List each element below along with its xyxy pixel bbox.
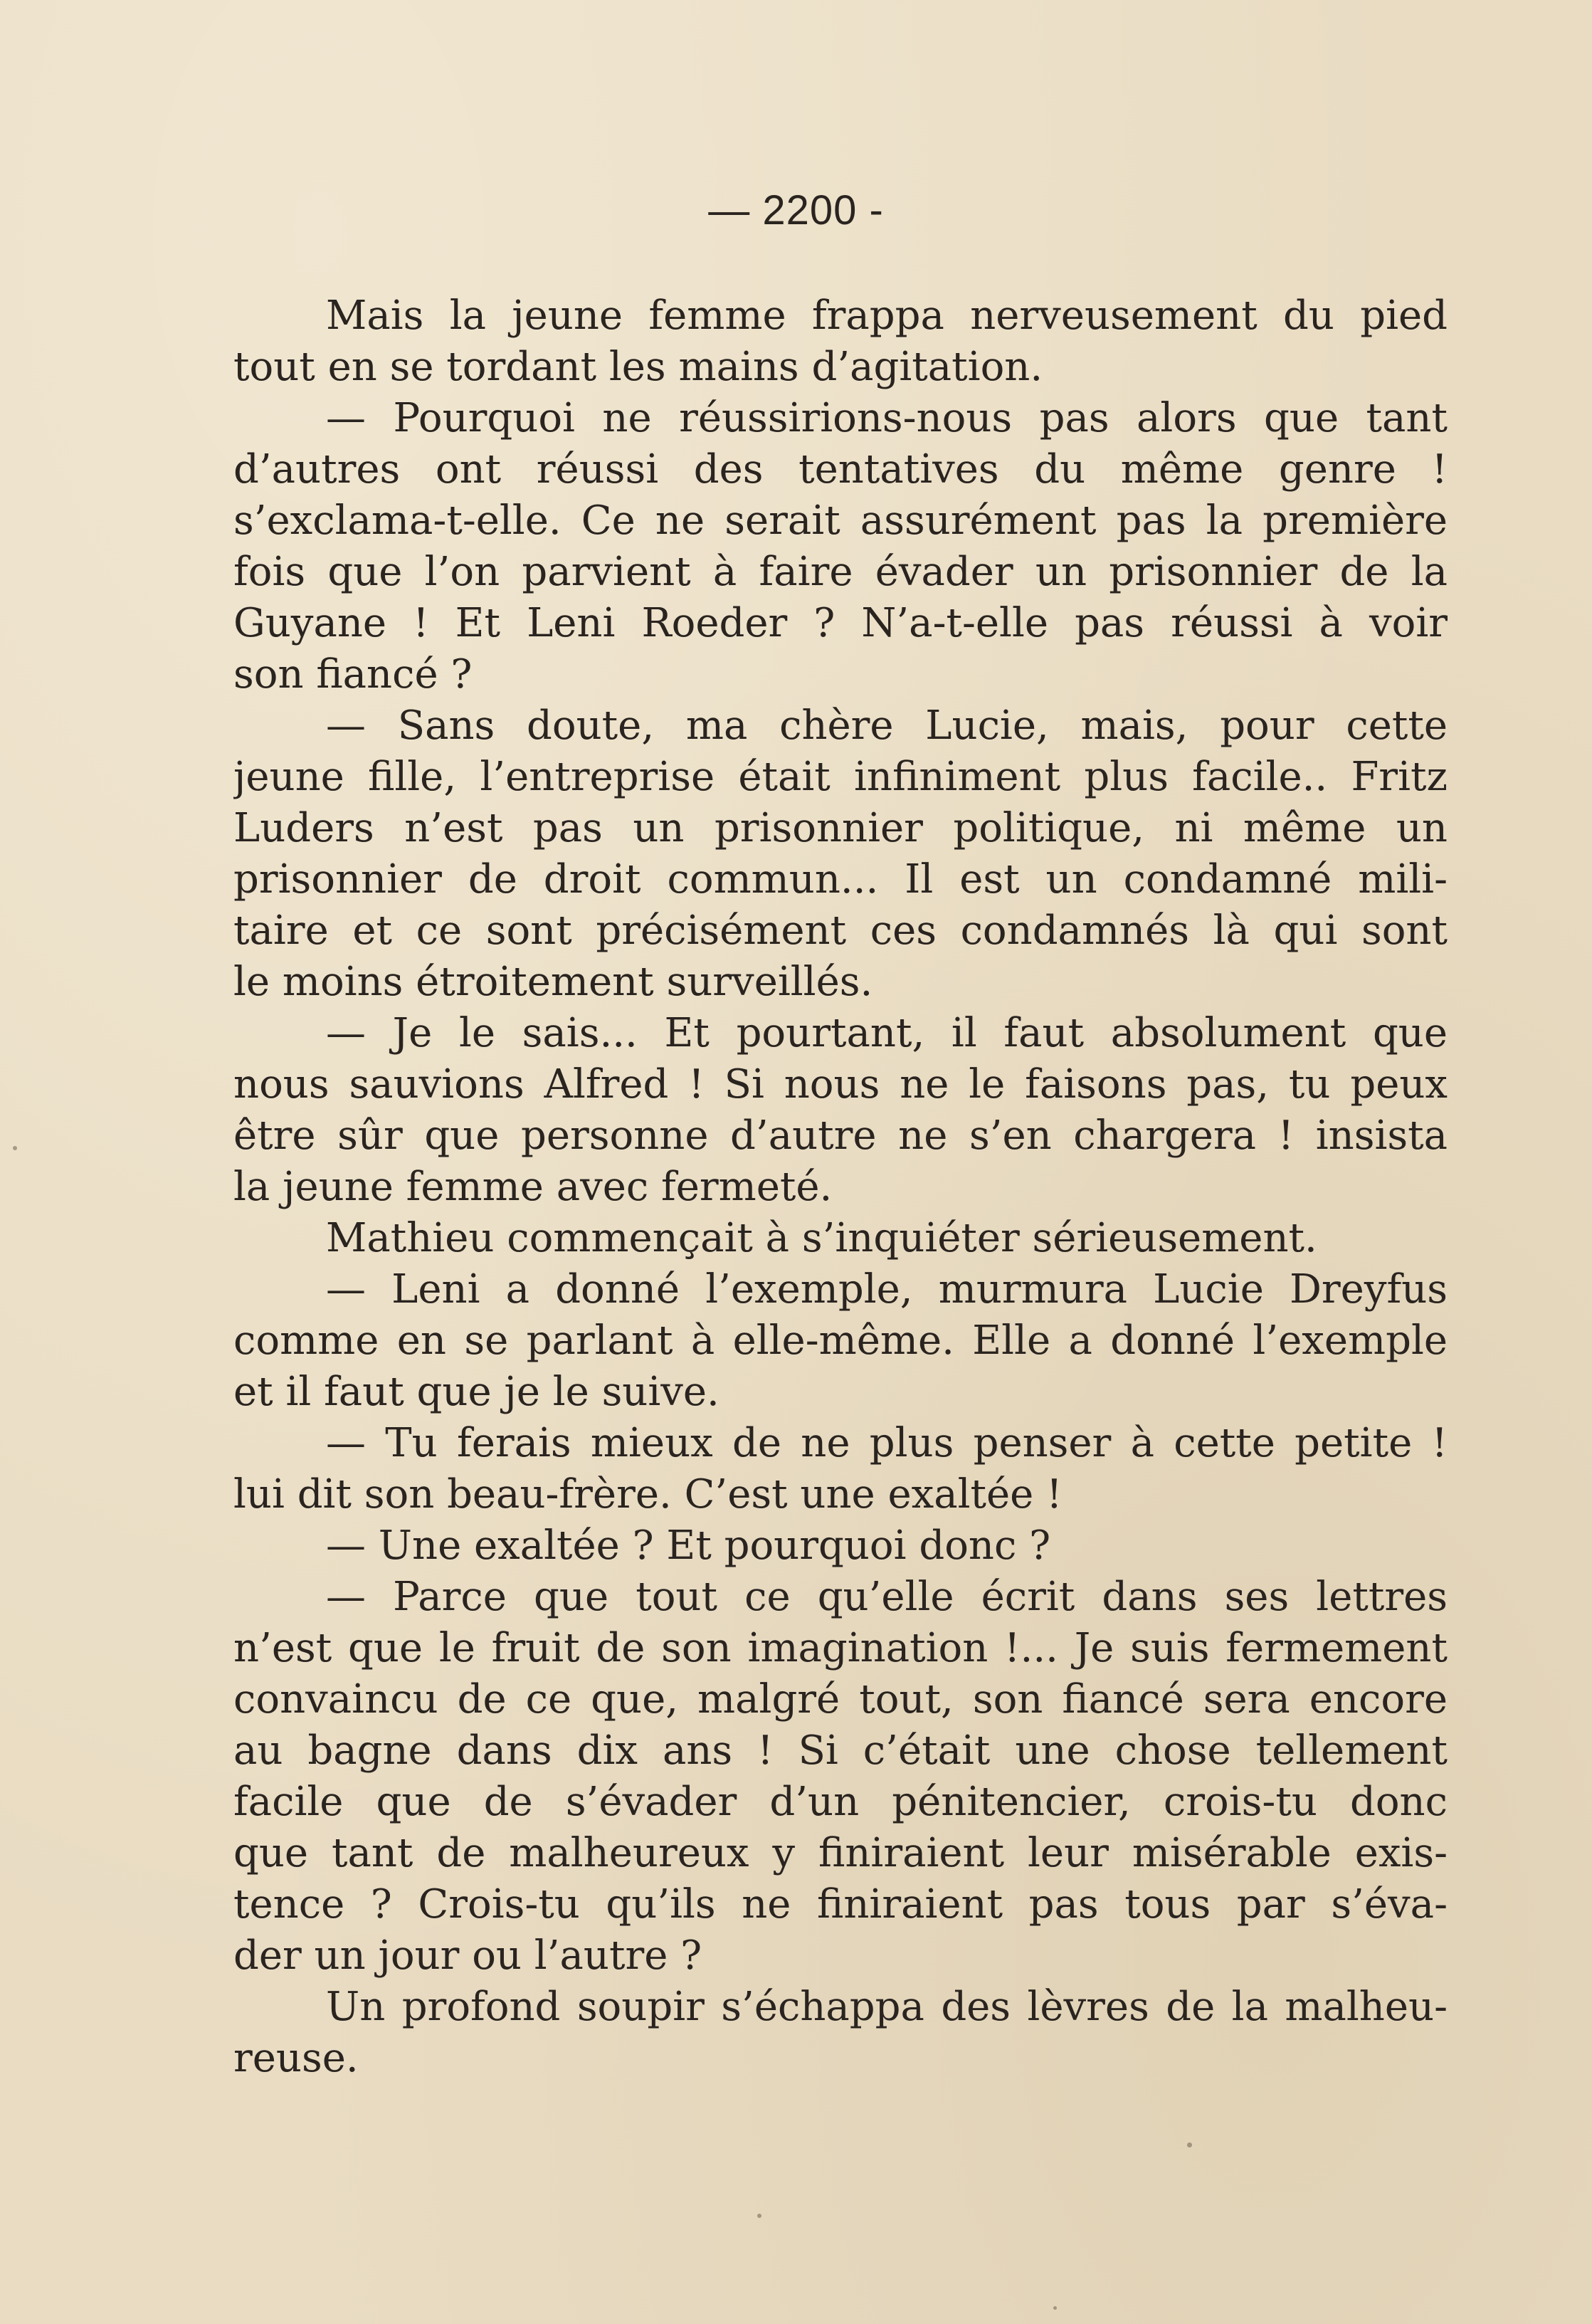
text-line: Luders n’est pas un prisonnier politique, ni même un	[233, 805, 1448, 851]
text-line: son fiancé ?	[233, 651, 473, 698]
text-line: être sûr que personne d’autre ne s’en chargera ! insista	[233, 1113, 1448, 1159]
paper-speck	[13, 1146, 17, 1150]
text-line: prisonnier de droit commun... Il est un condamné mili-	[233, 856, 1448, 903]
text-line: Guyane ! Et Leni Roeder ? N’a-t-elle pas réussi à voir	[233, 600, 1448, 646]
page-body-text	[233, 290, 1448, 2084]
paper-speck	[1053, 2306, 1057, 2310]
text-line: tence ? Crois-tu qu’ils ne finiraient pas tous par s’éva-	[233, 1881, 1448, 1928]
text-line: le moins étroitement surveillés.	[233, 959, 873, 1005]
text-line: facile que de s’évader d’un pénitencier, crois-tu donc	[233, 1779, 1448, 1825]
text-line: nous sauvions Alfred ! Si nous ne le faisons pas, tu peux	[233, 1061, 1448, 1108]
text-line: que tant de malheureux y finiraient leur misérable exis-	[233, 1830, 1448, 1876]
paper-speck	[757, 2214, 761, 2218]
text-line: Mathieu commençait à s’inquiéter sérieusement.	[326, 1215, 1317, 1261]
text-line: lui dit son beau-frère. C’est une exaltée !	[233, 1471, 1063, 1518]
paper-speck	[1187, 2142, 1192, 2147]
text-line: s’exclama-t-elle. Ce ne serait assurément pas la première	[233, 498, 1448, 544]
text-line: — Sans doute, ma chère Lucie, mais, pour cette	[326, 703, 1448, 749]
text-line: — Leni a donné l’exemple, murmura Lucie Dreyfus	[326, 1266, 1448, 1313]
text-line: n’est que le fruit de son imagination !... Je suis fermement	[233, 1625, 1448, 1671]
text-line: comme en se parlant à elle-même. Elle a donné l’exemple	[233, 1318, 1448, 1364]
text-line: jeune fille, l’entreprise était infiniment plus facile.. Fritz	[233, 754, 1448, 800]
text-line: convaincu de ce que, malgré tout, son fiancé sera encore	[233, 1676, 1448, 1723]
text-line: la jeune femme avec fermeté.	[233, 1164, 833, 1210]
text-line: — Pourquoi ne réussirions-nous pas alors que tant	[326, 395, 1448, 441]
text-line: Un profond soupir s’échappa des lèvres de la malheu-	[326, 1984, 1448, 2030]
text-line: — Tu ferais mieux de ne plus penser à cette petite !	[326, 1420, 1448, 1466]
text-line: Mais la jeune femme frappa nerveusement du pied	[326, 293, 1448, 339]
text-line: — Je le sais... Et pourtant, il faut absolument que	[326, 1010, 1448, 1056]
page-number: — 2200 -	[708, 187, 884, 233]
text-line: — Parce que tout ce qu’elle écrit dans ses lettres	[326, 1574, 1448, 1620]
text-line: au bagne dans dix ans ! Si c’était une chose tellement	[233, 1728, 1448, 1774]
text-line: taire et ce sont précisément ces condamnés là qui sont	[233, 908, 1448, 954]
text-line: fois que l’on parvient à faire évader un prisonnier de la	[233, 549, 1448, 595]
text-line: der un jour ou l’autre ?	[233, 1933, 702, 1979]
text-line: — Une exaltée ? Et pourquoi donc ?	[326, 1523, 1051, 1569]
text-line: d’autres ont réussi des tentatives du même genre !	[233, 446, 1448, 493]
text-line: reuse.	[233, 2035, 359, 2081]
text-line: tout en se tordant les mains d’agitation.	[233, 344, 1043, 390]
text-line: et il faut que je le suive.	[233, 1369, 719, 1415]
